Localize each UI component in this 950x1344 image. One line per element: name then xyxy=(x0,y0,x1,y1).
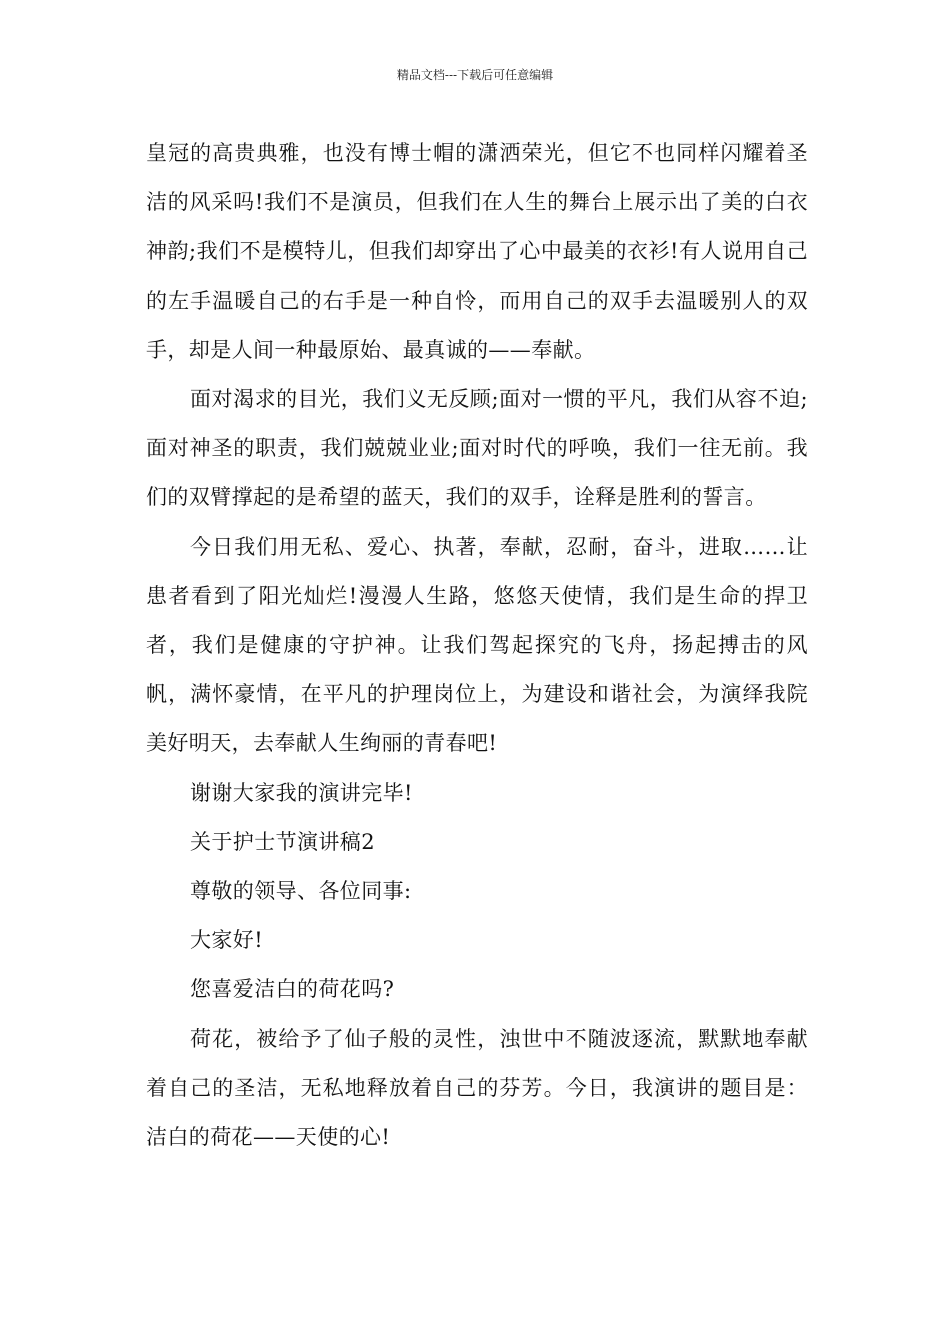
page-header: 精品文档---下载后可任意编辑 xyxy=(396,68,554,82)
document-body xyxy=(146,129,808,1162)
question-line: 您喜爱洁白的荷花吗? xyxy=(190,977,395,1002)
paragraph: 面对渴求的目光，我们义无反顾;面对一惯的平凡，我们从容不迫;面对神圣的职责，我们兢兢业业;面对时代的呼唤，我们一往无前。我们的双臂撑起的是希望的蓝天，我们的双手，诠释是胜利的誓言。 xyxy=(146,387,808,510)
closing-line: 谢谢大家我的演讲完毕! xyxy=(190,780,413,805)
salutation: 尊敬的领导、各位同事: xyxy=(190,879,412,904)
paragraph: 今日我们用无私、爱心、执著，奉献，忍耐，奋斗，进取……让患者看到了阳光灿烂!漫漫人生路，悠悠天使情，我们是生命的捍卫者，我们是健康的守护神。让我们驾起探究的飞舟，扬起搏击的风帆，满怀豪情，在平凡的护理岗位上，为建设和谐社会，为演绎我院美好明天，去奉献人生绚丽的青春吧! xyxy=(146,534,808,756)
paragraph-continuation: 皇冠的高贵典雅，也没有博士帽的潇洒荣光，但它不也同样闪耀着圣洁的风采吗!我们不是演员，但我们在人生的舞台上展示出了美的白衣神韵;我们不是模特儿，但我们却穿出了心中最美的衣衫!有人说用自己的左手温暖自己的右手是一种自怜，而用自己的双手去温暖别人的双手，却是人间一种最原始、最真诚的——奉献。 xyxy=(146,141,808,362)
paragraph: 荷花，被给予了仙子般的灵性，浊世中不随波逐流，默默地奉献着自己的圣洁，无私地释放着自己的芬芳。今日，我演讲的题目是：洁白的荷花——天使的心! xyxy=(146,1026,808,1150)
section-title: 关于护士节演讲稿2 xyxy=(190,829,375,854)
greeting: 大家好! xyxy=(190,928,264,953)
